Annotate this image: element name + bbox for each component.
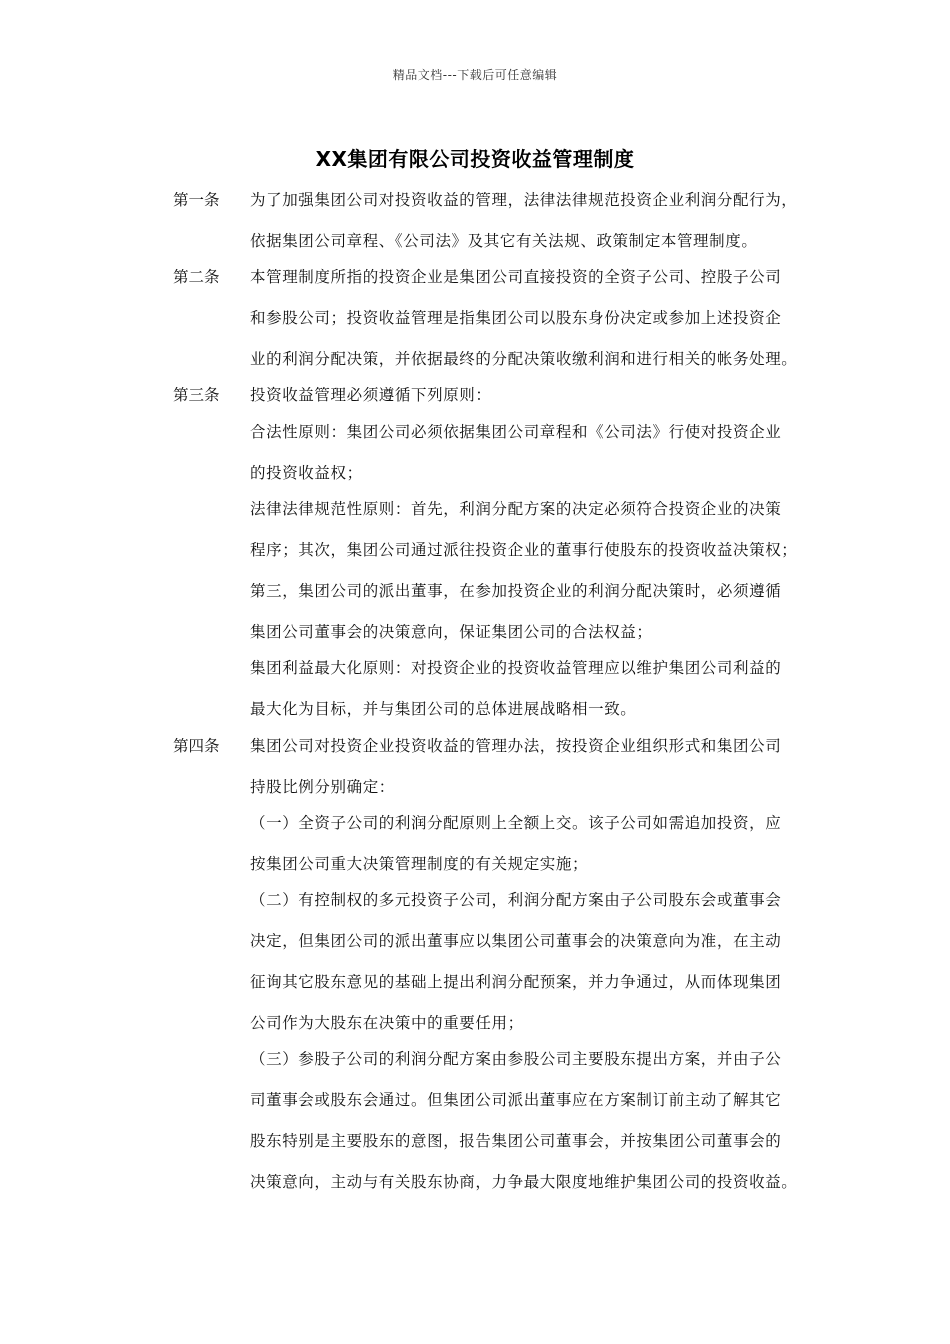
article-4-line: 按集团公司重大决策管理制度的有关规定实施； bbox=[250, 855, 589, 873]
article-2-line: 业的利润分配决策，并依据最终的分配决策收缴利润和进行相关的帐务处理。 bbox=[250, 350, 798, 368]
article-4-line: 司董事会或股东会通过。但集团公司派出董事应在方案制订前主动了解其它 bbox=[250, 1091, 782, 1109]
article-4-label: 第四条 bbox=[173, 737, 220, 755]
article-3-line: 第三，集团公司的派出董事，在参加投资企业的利润分配决策时，必须遵循 bbox=[250, 582, 782, 600]
article-4-line: 持股比例分别确定： bbox=[250, 778, 395, 796]
article-1-line: 依据集团公司章程、《公司法》及其它有关法规、政策制定本管理制度。 bbox=[250, 232, 758, 250]
article-3-line: 投资收益管理必须遵循下列原则： bbox=[250, 386, 492, 404]
article-4-line: 决定，但集团公司的派出董事应以集团公司董事会的决策意向为准，在主动 bbox=[250, 932, 782, 950]
article-4-line: 决策意向，主动与有关股东协商，力争最大限度地维护集团公司的投资收益。 bbox=[250, 1173, 798, 1191]
article-2-line: 和参股公司；投资收益管理是指集团公司以股东身份决定或参加上述投资企 bbox=[250, 309, 782, 327]
article-3-line: 合法性原则：集团公司必须依据集团公司章程和《公司法》行使对投资企业 bbox=[250, 423, 782, 441]
article-4-line: （三）参股子公司的利润分配方案由参股公司主要股东提出方案，并由子公 bbox=[250, 1050, 782, 1068]
article-3-line: 最大化为目标，并与集团公司的总体进展战略相一致。 bbox=[250, 700, 637, 718]
article-3-line: 集团公司董事会的决策意向，保证集团公司的合法权益； bbox=[250, 623, 653, 641]
document-title: XX集团有限公司投资收益管理制度 bbox=[315, 147, 635, 171]
article-3-line: 的投资收益权； bbox=[250, 464, 363, 482]
article-4-line: 公司作为大股东在决策中的重要任用； bbox=[250, 1014, 524, 1032]
article-4-line: 集团公司对投资企业投资收益的管理办法，按投资企业组织形式和集团公司 bbox=[250, 737, 782, 755]
article-1-label: 第一条 bbox=[173, 191, 220, 209]
article-1-line: 为了加强集团公司对投资收益的管理，法律法律规范投资企业利润分配行为， bbox=[250, 191, 798, 209]
article-4-line: （一）全资子公司的利润分配原则上全额上交。该子公司如需追加投资，应 bbox=[250, 814, 782, 832]
article-3-line: 法律法律规范性原则：首先，利润分配方案的决定必须符合投资企业的决策 bbox=[250, 500, 782, 518]
article-4-line: 股东特别是主要股东的意图，报告集团公司董事会，并按集团公司董事会的 bbox=[250, 1132, 782, 1150]
article-4-line: （二）有控制权的多元投资子公司，利润分配方案由子公司股东会或董事会 bbox=[250, 891, 782, 909]
article-3-line: 集团利益最大化原则：对投资企业的投资收益管理应以维护集团公司利益的 bbox=[250, 659, 782, 677]
article-2-line: 本管理制度所指的投资企业是集团公司直接投资的全资子公司、控股子公司 bbox=[250, 268, 782, 286]
article-2-label: 第二条 bbox=[173, 268, 220, 286]
article-3-line: 程序；其次，集团公司通过派往投资企业的董事行使股东的投资收益决策权； bbox=[250, 541, 798, 559]
article-4-line: 征询其它股东意见的基础上提出利润分配预案，并力争通过，从而体现集团 bbox=[250, 973, 782, 991]
page-header: 精品文档---下载后可任意编辑 bbox=[392, 68, 558, 82]
article-3-label: 第三条 bbox=[173, 386, 220, 404]
